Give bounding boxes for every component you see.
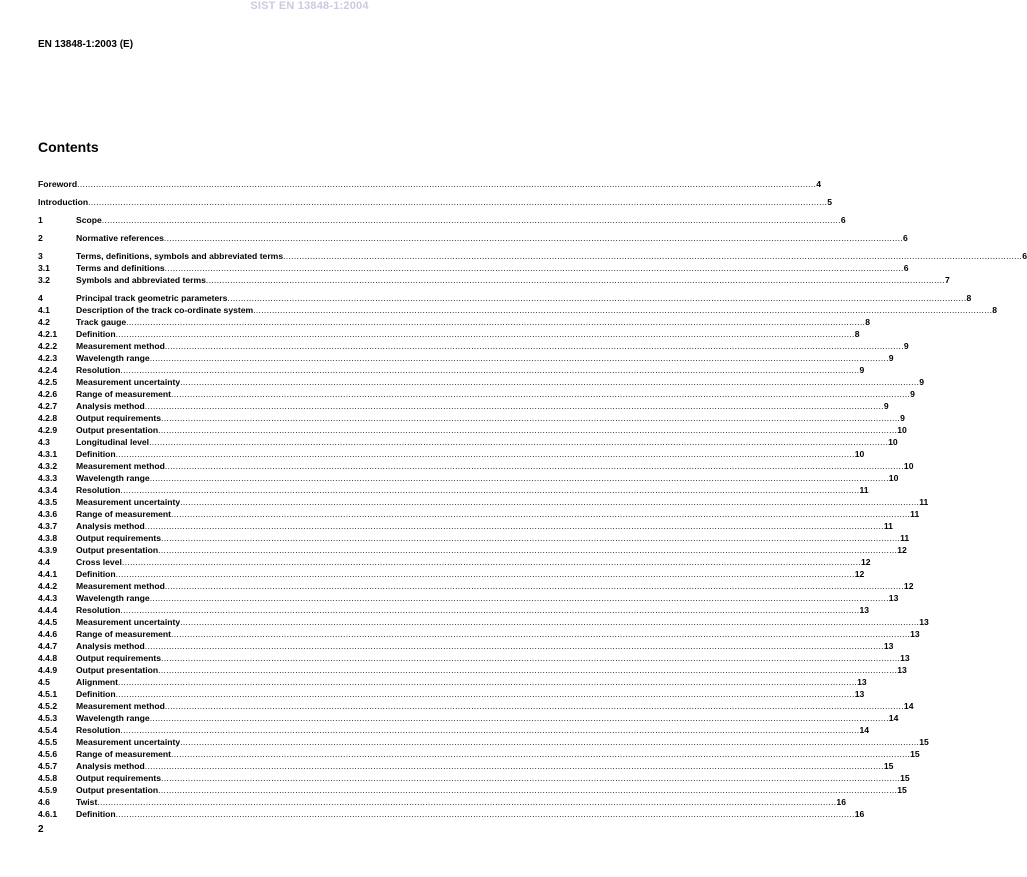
toc-entry-number: 4.5.7	[38, 761, 58, 771]
toc-entry-number: 4.3.1	[38, 449, 58, 459]
toc-entry-number: 4.4	[38, 557, 50, 567]
toc-entry-page: 9	[859, 365, 865, 375]
toc-entry-page: 15	[910, 749, 920, 759]
toc-entry-page: 7	[945, 275, 950, 285]
toc-entry-page: 15	[897, 785, 907, 795]
toc-entry-title: Range of measurement	[76, 629, 172, 639]
toc-dot-leader	[180, 616, 919, 628]
toc-entry-number: 4.5.3	[38, 713, 58, 723]
toc-entry-page: 6	[903, 263, 909, 273]
toc-entry-title: Analysis method	[76, 761, 145, 771]
toc-entry-page: 14	[859, 725, 870, 735]
toc-dot-leader	[145, 760, 884, 772]
toc-entry[interactable]	[38, 232, 908, 244]
toc-entry-page: 6	[903, 233, 908, 243]
toc-entry-page: 13	[910, 629, 920, 639]
toc-dot-leader	[120, 364, 859, 376]
toc-entry-number: 3.1	[38, 263, 50, 273]
toc-entry-number: 4.5	[38, 677, 50, 687]
toc-entry-title: Wavelength range	[76, 353, 150, 363]
toc-entry-page: 12	[854, 569, 865, 579]
toc-dot-leader	[161, 412, 900, 424]
toc-entry-number: 4.4.4	[38, 605, 58, 615]
toc-entry[interactable]	[38, 760, 894, 772]
toc-entry[interactable]	[38, 496, 929, 508]
toc-entry-number: 4.5.4	[38, 725, 58, 735]
toc-entry[interactable]	[38, 676, 867, 688]
toc-entry[interactable]	[38, 628, 920, 640]
toc-entry-title: Analysis method	[76, 521, 145, 531]
toc-entry-page: 10	[888, 473, 899, 483]
toc-dot-leader	[116, 568, 855, 580]
toc-dot-leader	[118, 676, 857, 688]
toc-dot-leader	[165, 700, 904, 712]
toc-entry-title: Range of measurement	[76, 389, 172, 399]
table-of-contents	[38, 178, 1027, 820]
toc-entry-number: 4.4.1	[38, 569, 58, 579]
toc-dot-leader	[122, 556, 861, 568]
toc-entry-title: Measurement uncertainty	[76, 377, 181, 387]
toc-entry[interactable]	[38, 412, 905, 424]
toc-entry[interactable]	[38, 556, 871, 568]
toc-entry[interactable]	[38, 652, 910, 664]
toc-entry-page: 11	[910, 509, 920, 519]
toc-entry-page: 11	[919, 497, 929, 507]
toc-entry-page: 15	[919, 737, 929, 747]
toc-entry-page: 9	[919, 377, 924, 387]
toc-entry-number: 4.2	[38, 317, 50, 327]
toc-entry-number: 4.6	[38, 797, 50, 807]
toc-dot-leader	[120, 484, 859, 496]
toc-entry-title: Output presentation	[76, 425, 159, 435]
toc-dot-leader	[158, 664, 897, 676]
toc-entry-number: 2	[38, 233, 43, 243]
toc-entry-page: 13	[897, 665, 907, 675]
toc-entry-page: 16	[854, 809, 865, 819]
toc-entry-number: 4.5.9	[38, 785, 58, 795]
toc-dot-leader	[158, 424, 897, 436]
toc-entry-title: Resolution	[76, 485, 121, 495]
toc-entry-title: Measurement method	[76, 461, 165, 471]
toc-entry-page: 6	[840, 215, 846, 225]
toc-entry[interactable]	[38, 424, 907, 436]
toc-dot-leader	[120, 604, 859, 616]
toc-entry-title: Normative references	[76, 233, 164, 243]
toc-entry-number: 4.2.2	[38, 341, 58, 351]
toc-entry[interactable]	[38, 304, 998, 316]
toc-entry-number: 4.2.8	[38, 413, 58, 423]
toc-entry-title: Twist	[76, 797, 98, 807]
toc-entry[interactable]	[38, 712, 899, 724]
toc-entry-title: Output presentation	[76, 545, 159, 555]
toc-entry-number: 4.3.9	[38, 545, 58, 555]
toc-dot-leader	[145, 640, 884, 652]
toc-entry[interactable]	[38, 736, 929, 748]
toc-entry-title: Scope	[76, 215, 102, 225]
toc-entry-page: 5	[827, 197, 832, 207]
toc-dot-leader	[161, 532, 900, 544]
toc-entry-number: 4.3.8	[38, 533, 58, 543]
toc-entry-page: 15	[883, 761, 894, 771]
toc-entry-page: 13	[883, 641, 894, 651]
toc-entry[interactable]	[38, 400, 889, 412]
toc-dot-leader	[126, 316, 865, 328]
toc-entry-number: 4.3	[38, 437, 50, 447]
toc-entry[interactable]	[38, 592, 899, 604]
toc-entry-page: 14	[903, 701, 914, 711]
toc-entry[interactable]	[38, 214, 846, 226]
toc-entry-title: Wavelength range	[76, 593, 150, 603]
toc-entry[interactable]	[38, 508, 920, 520]
toc-entry[interactable]	[38, 520, 893, 532]
toc-entry-page: 13	[857, 677, 867, 687]
toc-entry-number: 4.1	[38, 305, 50, 315]
toc-entry-title: Measurement uncertainty	[76, 737, 181, 747]
toc-entry[interactable]	[38, 580, 914, 592]
toc-entry-title: Foreword	[38, 179, 78, 189]
toc-dot-leader	[161, 652, 900, 664]
toc-dot-leader	[150, 472, 889, 484]
toc-entry-number: 4.3.5	[38, 497, 58, 507]
toc-entry-page: 10	[897, 425, 907, 435]
toc-entry[interactable]	[38, 748, 920, 760]
toc-entry-number: 4.2.3	[38, 353, 58, 363]
toc-dot-leader	[171, 628, 910, 640]
toc-entry-number: 4.4.3	[38, 593, 58, 603]
toc-entry-title: Measurement uncertainty	[76, 497, 181, 507]
toc-entry-number: 4.5.6	[38, 749, 58, 759]
toc-entry-number: 4.3.6	[38, 509, 58, 519]
toc-entry-page: 11	[900, 533, 910, 543]
toc-dot-leader	[150, 592, 889, 604]
toc-entry[interactable]	[38, 250, 1027, 262]
toc-entry[interactable]	[38, 376, 924, 388]
toc-entry-title: Range of measurement	[76, 509, 172, 519]
toc-entry-number: 4.2.4	[38, 365, 58, 375]
toc-entry-page: 15	[900, 773, 910, 783]
toc-entry[interactable]	[38, 436, 898, 448]
toc-entry[interactable]	[38, 808, 865, 820]
toc-entry-page: 10	[903, 461, 914, 471]
toc-entry[interactable]	[38, 292, 972, 304]
toc-entry-title: Terms and definitions	[76, 263, 165, 273]
toc-entry-title: Alignment	[76, 677, 119, 687]
toc-entry-title: Range of measurement	[76, 749, 172, 759]
toc-entry-number: 4.2.9	[38, 425, 58, 435]
toc-entry-page: 10	[888, 437, 898, 447]
toc-entry-title: Output requirements	[76, 413, 161, 423]
toc-dot-leader	[120, 724, 859, 736]
toc-entry[interactable]	[38, 568, 865, 580]
toc-dot-leader	[116, 448, 855, 460]
toc-entry[interactable]	[38, 364, 865, 376]
toc-entry-title: Definition	[76, 449, 116, 459]
toc-entry-page: 16	[836, 797, 846, 807]
toc-entry-page: 9	[910, 389, 915, 399]
toc-entry-number: 4.3.2	[38, 461, 58, 471]
toc-entry-title: Definition	[76, 809, 116, 819]
toc-entry[interactable]	[38, 700, 914, 712]
toc-entry-title: Cross level	[76, 557, 122, 567]
toc-entry-title: Longitudinal level	[76, 437, 150, 447]
toc-entry[interactable]	[38, 688, 865, 700]
toc-entry-page: 10	[854, 449, 865, 459]
toc-entry-number: 4.5.5	[38, 737, 58, 747]
toc-dot-leader	[150, 712, 889, 724]
toc-dot-leader	[97, 796, 836, 808]
toc-entry-page: 13	[900, 653, 910, 663]
toc-dot-leader	[150, 352, 889, 364]
toc-entry-title: Resolution	[76, 365, 121, 375]
toc-entry-number: 4.3.3	[38, 473, 58, 483]
toc-dot-leader	[165, 340, 904, 352]
toc-entry-number: 3	[38, 251, 43, 261]
toc-entry-page: 12	[903, 581, 914, 591]
toc-entry-title: Definition	[76, 569, 116, 579]
toc-entry-title: Output requirements	[76, 533, 161, 543]
toc-entry-page: 6	[1022, 251, 1027, 261]
toc-dot-leader	[116, 328, 855, 340]
toc-entry[interactable]	[38, 796, 846, 808]
toc-dot-leader	[116, 688, 855, 700]
toc-entry-title: Output requirements	[76, 653, 161, 663]
toc-entry[interactable]	[38, 460, 914, 472]
toc-dot-leader	[227, 292, 966, 304]
toc-entry-page: 9	[883, 401, 889, 411]
toc-entry-title: Analysis method	[76, 641, 145, 651]
toc-dot-leader	[165, 460, 904, 472]
toc-entry-number: 4	[38, 293, 43, 303]
toc-entry[interactable]	[38, 772, 910, 784]
toc-entry-number: 4.3.4	[38, 485, 58, 495]
toc-entry-title: Analysis method	[76, 401, 145, 411]
toc-entry-title: Introduction	[38, 197, 89, 207]
toc-entry-page: 13	[859, 605, 870, 615]
toc-dot-leader	[164, 232, 903, 244]
toc-entry-page: 8	[854, 329, 860, 339]
toc-dot-leader	[171, 388, 910, 400]
toc-entry[interactable]	[38, 340, 909, 352]
document-id: EN 13848-1:2003 (E)	[38, 39, 134, 50]
toc-entry-title: Output requirements	[76, 773, 161, 783]
toc-entry-page: 14	[888, 713, 899, 723]
toc-entry-number: 4.2.7	[38, 401, 58, 411]
toc-dot-leader	[253, 304, 992, 316]
toc-entry-number: 4.5.2	[38, 701, 58, 711]
toc-entry-title: Measurement method	[76, 341, 165, 351]
toc-entry-page: 9	[888, 353, 894, 363]
toc-entry[interactable]	[38, 196, 832, 208]
toc-entry-title: Wavelength range	[76, 473, 150, 483]
toc-dot-leader	[145, 400, 884, 412]
toc-entry-number: 4.5.8	[38, 773, 58, 783]
toc-entry[interactable]	[38, 316, 871, 328]
toc-entry-title: Measurement method	[76, 701, 165, 711]
toc-entry-title: Output presentation	[76, 665, 159, 675]
toc-dot-leader	[180, 496, 919, 508]
toc-entry-page: 12	[897, 545, 907, 555]
toc-dot-leader	[161, 772, 900, 784]
toc-entry-number: 3.2	[38, 275, 50, 285]
toc-dot-leader	[145, 520, 884, 532]
toc-entry-title: Definition	[76, 329, 116, 339]
toc-entry[interactable]	[38, 544, 907, 556]
toc-entry[interactable]	[38, 664, 907, 676]
toc-dot-leader	[158, 544, 897, 556]
toc-dot-leader	[180, 736, 919, 748]
toc-dot-leader	[88, 196, 827, 208]
toc-entry-number: 4.5.1	[38, 689, 58, 699]
toc-entry-title: Description of the track co-ordinate system	[76, 305, 254, 315]
toc-entry-title: Measurement method	[76, 581, 165, 591]
toc-entry[interactable]	[38, 388, 915, 400]
toc-entry-title: Track gauge	[76, 317, 127, 327]
toc-entry-title: Principal track geometric parameters	[76, 293, 228, 303]
toc-entry[interactable]	[38, 274, 950, 286]
toc-dot-leader	[206, 274, 945, 286]
toc-entry-page: 13	[888, 593, 899, 603]
toc-dot-leader	[180, 376, 919, 388]
toc-entry-title: Resolution	[76, 725, 121, 735]
toc-entry-page: 8	[865, 317, 871, 327]
toc-entry-page: 4	[816, 179, 822, 189]
toc-dot-leader	[149, 436, 888, 448]
toc-entry-title: Symbols and abbreviated terms	[76, 275, 206, 285]
toc-entry[interactable]	[38, 472, 899, 484]
toc-entry[interactable]	[38, 616, 929, 628]
toc-entry-page: 8	[966, 293, 972, 303]
toc-entry-number: 4.6.1	[38, 809, 58, 819]
toc-entry-page: 9	[903, 341, 909, 351]
toc-entry[interactable]	[38, 724, 870, 736]
toc-entry-title: Definition	[76, 689, 116, 699]
toc-entry-number: 4.2.5	[38, 377, 58, 387]
toc-entry-number: 4.4.5	[38, 617, 58, 627]
toc-entry-title: Output presentation	[76, 785, 159, 795]
toc-entry[interactable]	[38, 448, 865, 460]
toc-entry[interactable]	[38, 328, 860, 340]
toc-entry-title: Wavelength range	[76, 713, 150, 723]
toc-entry-page: 11	[859, 485, 869, 495]
toc-entry-title: Measurement uncertainty	[76, 617, 181, 627]
toc-entry-title: Terms, definitions, symbols and abbreviated terms	[76, 251, 284, 261]
toc-dot-leader	[165, 580, 904, 592]
toc-dot-leader	[116, 808, 855, 820]
toc-entry-number: 4.4.9	[38, 665, 58, 675]
toc-entry-page: 8	[992, 305, 998, 315]
page-number: 2	[38, 824, 44, 835]
toc-entry-number: 4.4.8	[38, 653, 58, 663]
toc-dot-leader	[165, 262, 904, 274]
toc-entry-number: 4.2.6	[38, 389, 58, 399]
toc-entry-title: Resolution	[76, 605, 121, 615]
toc-entry-number: 4.2.1	[38, 329, 58, 339]
toc-entry-page: 13	[854, 689, 865, 699]
toc-entry-page: 13	[919, 617, 929, 627]
toc-entry-number: 4.4.2	[38, 581, 58, 591]
toc-dot-leader	[283, 250, 1022, 262]
toc-entry[interactable]	[38, 262, 909, 274]
toc-entry[interactable]	[38, 604, 870, 616]
toc-dot-leader	[158, 784, 897, 796]
toc-entry-page: 12	[860, 557, 871, 567]
contents-heading: Contents	[38, 139, 99, 155]
toc-entry-number: 4.4.7	[38, 641, 58, 651]
toc-entry-page: 9	[900, 413, 905, 423]
toc-dot-leader	[171, 508, 910, 520]
toc-dot-leader	[102, 214, 841, 226]
toc-entry-page: 11	[883, 521, 893, 531]
toc-entry[interactable]	[38, 484, 869, 496]
toc-dot-leader	[77, 178, 816, 190]
toc-entry-number: 1	[38, 215, 43, 225]
toc-entry[interactable]	[38, 784, 907, 796]
toc-entry[interactable]	[38, 178, 822, 190]
toc-entry-number: 4.3.7	[38, 521, 58, 531]
toc-dot-leader	[171, 748, 910, 760]
watermark: SIST EN 13848-1:2004	[250, 0, 369, 12]
toc-entry[interactable]	[38, 352, 894, 364]
toc-entry[interactable]	[38, 532, 910, 544]
toc-entry-number: 4.4.6	[38, 629, 58, 639]
toc-entry[interactable]	[38, 640, 894, 652]
